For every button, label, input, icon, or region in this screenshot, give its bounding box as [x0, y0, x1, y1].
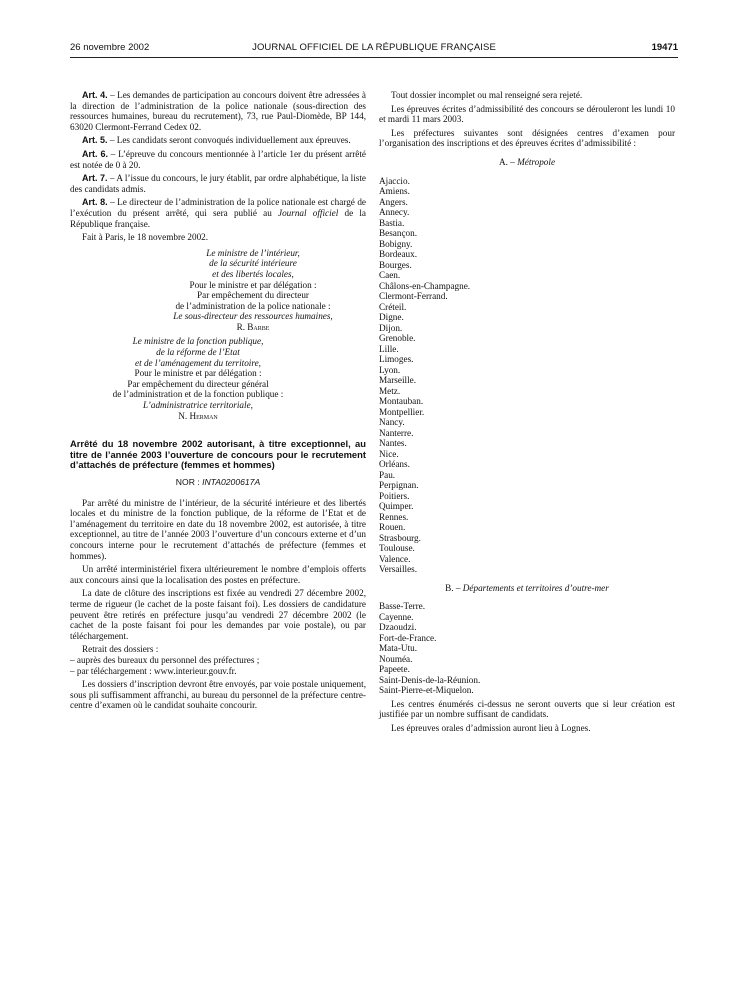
article-text: – L’épreuve du concours mentionnée à l’article 1er du présent arrêté est notée de 0 à 20. — [70, 148, 366, 170]
section-prefix: A. – — [498, 156, 518, 167]
article-text: – Le directeur de l’administration de la police nationale est chargé de l’exécution du présent arrêté, qui sera publié au — [70, 197, 366, 218]
list-item: Grenoble. — [379, 333, 416, 344]
list-item: Rouen. — [379, 522, 406, 533]
list-item: Bourges. — [379, 259, 412, 270]
article-number: Art. 5. — [82, 135, 108, 146]
list-item: Annecy. — [379, 207, 410, 218]
left-column — [70, 90, 366, 711]
paragraph: Un arrêté interministériel fixera ultérieurement le nombre d’emplois offerts aux concours ainsi que la localisation des postes en préfecture. — [70, 564, 366, 585]
signature-block-fonction-publique — [70, 336, 366, 421]
delegation-line: Pour le ministre et par délégation : — [134, 368, 262, 379]
arrete-title: Arrêté du 18 novembre 2002 autorisant, à titre exceptionnel, au titre de l’année 2003 l’ouverture de concours pour le recrutement d’attachés de préfecture (femmes et hommes) — [70, 438, 366, 471]
article-number: Art. 4. — [82, 90, 108, 100]
list-item: Montpellier. — [379, 406, 425, 417]
section-heading-metropole — [379, 157, 675, 168]
list-item: Dzaoudzi. — [379, 622, 417, 633]
signatory-title: et de l’aménagement du territoire, — [135, 357, 261, 368]
article-number: Art. 7. — [82, 173, 108, 184]
list-item: Versailles. — [379, 564, 418, 575]
list-item: Valence. — [379, 553, 411, 564]
list-item: Bastia. — [379, 217, 405, 228]
signatory-role: L’administratrice territoriale, — [143, 400, 253, 411]
list-item: Angers. — [379, 196, 408, 207]
nor-reference — [70, 477, 366, 488]
list-item: Nice. — [379, 448, 399, 459]
header-title: JOURNAL OFFICIEL DE LA RÉPUBLIQUE FRANÇAISE — [252, 42, 496, 53]
outre-mer-list — [379, 601, 675, 696]
list-item: Pau. — [379, 469, 396, 480]
header-date: 26 novembre 2002 — [70, 42, 150, 53]
list-item: Amiens. — [379, 186, 410, 197]
list-item: Poitiers. — [379, 490, 410, 501]
article-8 — [70, 197, 366, 229]
article-text: – Les candidats seront convoqués individuellement aux épreuves. — [107, 135, 351, 146]
list-item: Cayenne. — [379, 611, 414, 622]
signatory-name: N. Herman — [178, 410, 218, 421]
list-item: Strasbourg. — [379, 532, 421, 543]
section-label: Départements et territoires d’outre-mer — [462, 582, 609, 593]
list-item: Lyon. — [379, 364, 401, 375]
article-number: Art. 6. — [82, 148, 108, 159]
section-heading-outre-mer — [379, 583, 675, 594]
paragraph: Les épreuves orales d’admission auront lieu à Lognes. — [391, 722, 591, 733]
list-item: Bordeaux. — [379, 249, 418, 260]
metropole-list — [379, 176, 675, 575]
article-text: de la République française. — [70, 207, 366, 229]
list-item: Créteil. — [379, 301, 407, 312]
right-column — [379, 90, 675, 733]
article-7 — [70, 173, 366, 194]
list-item: Nanterre. — [379, 427, 414, 438]
section-prefix: B. – — [445, 582, 463, 593]
page-number: 19471 — [651, 42, 678, 53]
list-item: Bobigny. — [379, 238, 413, 249]
list-item: Papeete. — [379, 664, 410, 675]
delegation-line: de l’administration et de la fonction publique : — [112, 389, 284, 400]
list-item: Nouméa. — [379, 653, 413, 664]
list-item: Digne. — [379, 312, 404, 323]
list-item: Rennes. — [379, 511, 409, 522]
page-header — [70, 42, 678, 56]
list-item: Châlons-en-Champagne. — [379, 280, 471, 291]
list-item: Limoges. — [379, 354, 414, 365]
article-text: – Les demandes de participation au concours doivent être adressées à la direction de l’administration de la police nationale (sous-direction des ressources humaines, bureau du recrutement), 73, rue Paul-Diomède, BP 144, 63020 Clermont-Ferrand Cedex 02. — [70, 90, 366, 132]
paragraph: Tout dossier incomplet ou mal renseigné sera rejeté. — [391, 90, 583, 100]
article-text: – A l’issue du concours, le jury établit, par ordre alphabétique, la liste des candidats admis. — [70, 173, 366, 194]
delegation-line: de l’administration de la police nationale : — [175, 300, 331, 311]
list-item: Marseille. — [379, 375, 416, 386]
list-item: Fort-de-France. — [379, 632, 437, 643]
list-item: Lille. — [379, 343, 399, 354]
signatory-title: de la réforme de l’Etat — [156, 347, 240, 358]
signatory-title: de la sécurité intérieure — [209, 258, 297, 269]
list-item: Orléans. — [379, 459, 410, 470]
bullet-item: – auprès des bureaux du personnel des préfectures ; — [70, 654, 260, 665]
list-item: Basse-Terre. — [379, 601, 426, 612]
paragraph: Les dossiers d’inscription devront être envoyés, par voie postale uniquement, sous pli suffisamment affranchi, au bureau du personnel de la préfecture centre-centre d’examen où le candidat souhaite concourir. — [70, 679, 366, 711]
journal-name: Journal officiel — [278, 207, 339, 218]
list-item: Caen. — [379, 270, 401, 281]
list-item: Clermont-Ferrand. — [379, 291, 448, 302]
article-5 — [70, 135, 366, 146]
list-item: Nancy. — [379, 417, 405, 428]
list-item: Saint-Denis-de-la-Réunion. — [379, 674, 481, 685]
paragraph: Les épreuves écrites d’admissibilité des concours se dérouleront les lundi 10 et mardi 11 mars 2003. — [379, 103, 675, 125]
list-item: Besançon. — [379, 228, 418, 239]
list-item: Montauban. — [379, 396, 424, 407]
signatory-role: Le sous-directeur des ressources humaines, — [173, 311, 333, 322]
section-label: Métropole — [517, 156, 556, 167]
signatory-title: et des libertés locales, — [212, 268, 294, 279]
paragraph: Les préfectures suivantes sont désignées centres d’examen pour l’organisation des inscriptions et des épreuves écrites d’admissibilité : — [379, 127, 675, 149]
list-item: Quimper. — [379, 501, 414, 512]
list-item: Saint-Pierre-et-Miquelon. — [379, 685, 474, 696]
list-item: Toulouse. — [379, 543, 415, 554]
list-item: Ajaccio. — [379, 175, 410, 186]
delegation-line: Par empêchement du directeur général — [127, 378, 269, 389]
paragraph: Retrait des dossiers : — [82, 644, 159, 655]
article-6 — [70, 149, 366, 170]
fait-a-paris: Fait à Paris, le 18 novembre 2002. — [82, 232, 209, 243]
delegation-line: Par empêchement du directeur — [197, 290, 309, 301]
article-4 — [70, 90, 366, 132]
signatory-title: Le ministre de la fonction publique, — [132, 336, 264, 347]
paragraph: La date de clôture des inscriptions est fixée au vendredi 27 décembre 2002, terme de rigueur (le cachet de la poste faisant foi). Les dossiers de candidature peuvent être retirés en préfecture jusqu’au vendredi 27 décembre 2002 (le cachet de la poste faisant foi pour les demandes par voie postale), ou par téléchargement. — [70, 588, 366, 641]
delegation-line: Pour le ministre et par délégation : — [189, 279, 317, 290]
list-item: Mata-Utu. — [379, 643, 418, 654]
list-item: Metz. — [379, 385, 401, 396]
list-item: Perpignan. — [379, 480, 419, 491]
paragraph: Par arrêté du ministre de l’intérieur, de la sécurité intérieure et des libertés locales et du ministre de la fonction publique, de la réforme de l’Etat et de l’aménagement du territoire en date du 18 novembre 2002, est autorisée, à titre exceptionnel, au titre de l’année 2003 l’ouverture d’un concours externe et d’un concours interne pour le recrutement d’attachés de préfecture (femmes et hommes). — [70, 497, 366, 561]
signatory-name: R. Barbe — [236, 321, 270, 332]
paragraph: Les centres énumérés ci-dessus ne seront ouverts que si leur création est justifiée par un nombre suffisant de candidats. — [379, 698, 675, 720]
bullet-item: – par téléchargement : www.interieur.gouv.fr. — [70, 665, 237, 676]
list-item: Dijon. — [379, 322, 403, 333]
nor-label: NOR : — [175, 477, 203, 487]
header-rule — [70, 57, 678, 58]
article-number: Art. 8. — [82, 197, 108, 208]
signature-block-interieur — [70, 248, 366, 333]
list-item: Nantes. — [379, 438, 407, 449]
nor-code: INTA0200617A — [202, 477, 261, 487]
signatory-title: Le ministre de l’intérieur, — [206, 247, 300, 258]
